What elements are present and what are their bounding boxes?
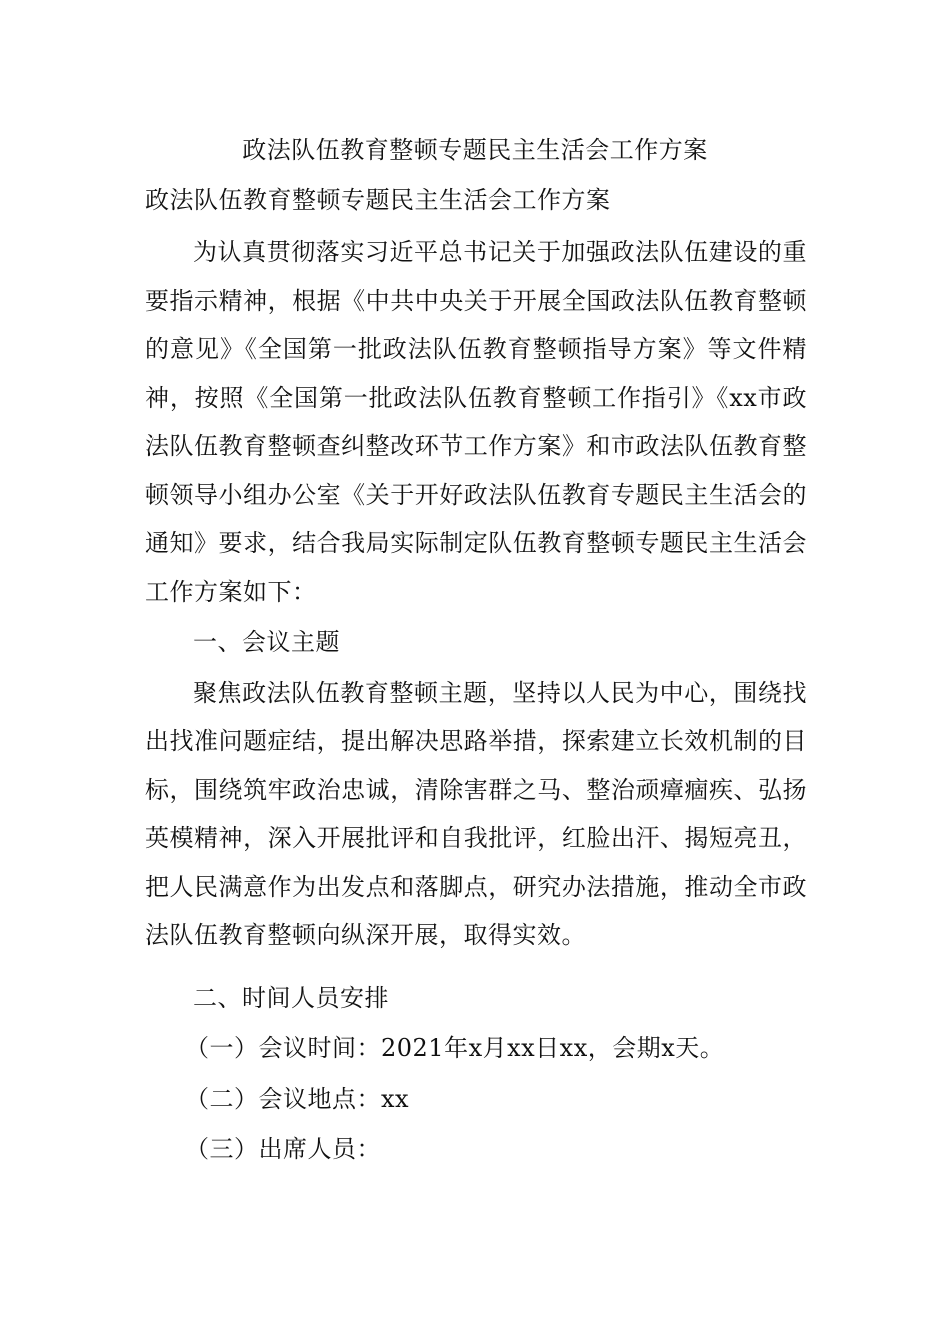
section-heading-schedule: 二、时间人员安排 <box>193 983 389 1012</box>
document-subtitle: 政法队伍教育整顿专题民主生活会工作方案 <box>145 186 611 214</box>
document-body <box>145 228 807 1174</box>
theme-paragraph: 聚焦政法队伍教育整顿主题，坚持以人民为中心，围绕找出找准问题症结，提出解决思路举措，探索建立长效机制的目标，围绕筑牢政治忠诚，清除害群之马、整治顽瘴痼疾、弘扬英模精神，深入开展批评和自我批评，红脸出汗、揭短亮丑，把人民满意作为出发点和落脚点，研究办法措施，推动全市政法队伍教育整顿向纵深开展，取得实效。 <box>145 678 807 949</box>
list-item: （二）会议地点：xx <box>185 1084 410 1113</box>
document-title: 政法队伍教育整顿专题民主生活会工作方案 <box>242 136 708 164</box>
list-item: （三）出席人员： <box>185 1135 381 1163</box>
list-item: （一）会议时间：2021年x月xx日xx，会期x天。 <box>185 1034 725 1062</box>
section-heading-theme: 一、会议主题 <box>193 628 340 656</box>
intro-paragraph: 为认真贯彻落实习近平总书记关于加强政法队伍建设的重要指示精神，根据《中共中央关于开展全国政法队伍教育整顿的意见》《全国第一批政法队伍教育整顿指导方案》等文件精神，按照《全国第一批政法队伍教育整顿工作指引》《xx市政法队伍教育整顿查纠整改环节工作方案》和市政法队伍教育整顿领导小组办公室《关于开好政法队伍教育专题民主生活会的通知》要求，结合我局实际制定队伍教育整顿专题民主生活会工作方案如下： <box>145 238 807 606</box>
